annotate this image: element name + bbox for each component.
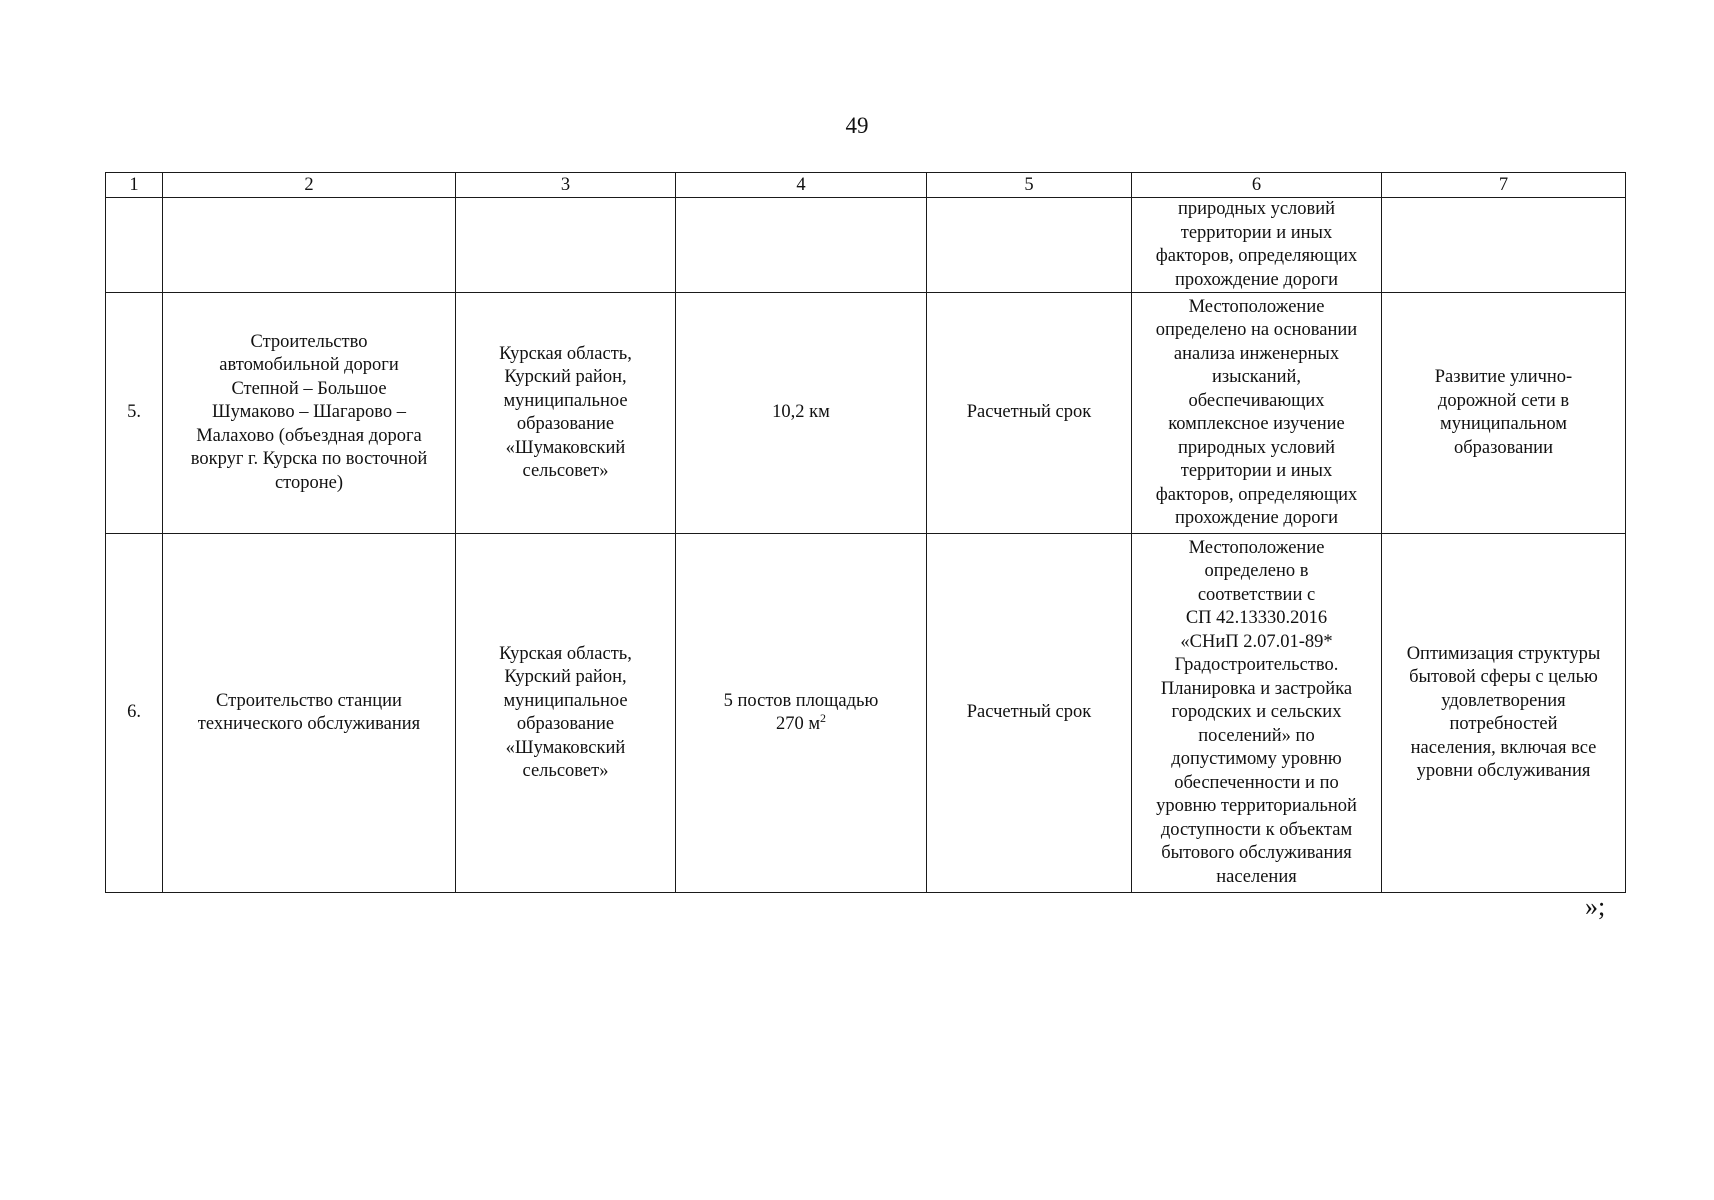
column-header: 5 <box>927 173 1132 198</box>
column-header: 1 <box>106 173 163 198</box>
column-header: 4 <box>676 173 927 198</box>
purpose-cell: Развитие улично- дорожной сети в муниципальном образовании <box>1382 293 1626 534</box>
characteristics-cell <box>676 534 927 893</box>
characteristics-line: 5 постов площадью <box>723 690 879 711</box>
purpose-cell: Оптимизация структуры бытовой сферы с целью удовлетворения потребностей населения, включая все уровни обслуживания <box>1382 534 1626 893</box>
row-number-cell: 5. <box>106 293 163 534</box>
location-cell: Курская область, Курский район, муниципальное образование «Шумаковский сельсовет» <box>456 534 676 893</box>
table-row <box>106 293 1626 534</box>
justification-cell: природных условий территории и иных факторов, определяющих прохождение дороги <box>1132 198 1382 293</box>
object-name-cell <box>163 198 456 293</box>
column-header: 2 <box>163 173 456 198</box>
header-row <box>106 173 1626 198</box>
term-cell <box>927 198 1132 293</box>
column-header: 6 <box>1132 173 1382 198</box>
page-number: 49 <box>845 113 869 138</box>
table-row <box>106 198 1626 293</box>
row-number-cell: 6. <box>106 534 163 893</box>
object-name-cell: Строительство станции технического обслуживания <box>163 534 456 893</box>
objects-table <box>105 172 1626 893</box>
unit-superscript: 2 <box>820 710 827 725</box>
characteristics-cell: 10,2 км <box>676 293 927 534</box>
table-row <box>106 534 1626 893</box>
justification-cell: Местоположение определено в соответствии с СП 42.13330.2016 «СНиП 2.07.01-89* Градостроительство. Планировка и застройка городских и сельских поселений» по допустимому уровню обеспеченности и по уровню территориальной доступности к объектам бытового обслуживания населения <box>1132 534 1382 893</box>
purpose-cell <box>1382 198 1626 293</box>
object-name-cell: Строительство автомобильной дороги Степной – Большое Шумаково – Шагарово – Малахово (объездная дорога вокруг г. Курска по восточной стороне) <box>163 293 456 534</box>
location-cell: Курская область, Курский район, муниципальное образование «Шумаковский сельсовет» <box>456 293 676 534</box>
closing-quote-mark: »; <box>1585 892 1606 921</box>
column-header: 3 <box>456 173 676 198</box>
term-cell: Расчетный срок <box>927 534 1132 893</box>
column-header: 7 <box>1382 173 1626 198</box>
term-cell: Расчетный срок <box>927 293 1132 534</box>
justification-cell: Местоположение определено на основании анализа инженерных изысканий, обеспечивающих комплексное изучение природных условий территории и иных факторов, определяющих прохождение дороги <box>1132 293 1382 534</box>
location-cell <box>456 198 676 293</box>
area-value: 270 м <box>775 714 821 734</box>
row-number-cell <box>106 198 163 293</box>
characteristics-cell <box>676 198 927 293</box>
